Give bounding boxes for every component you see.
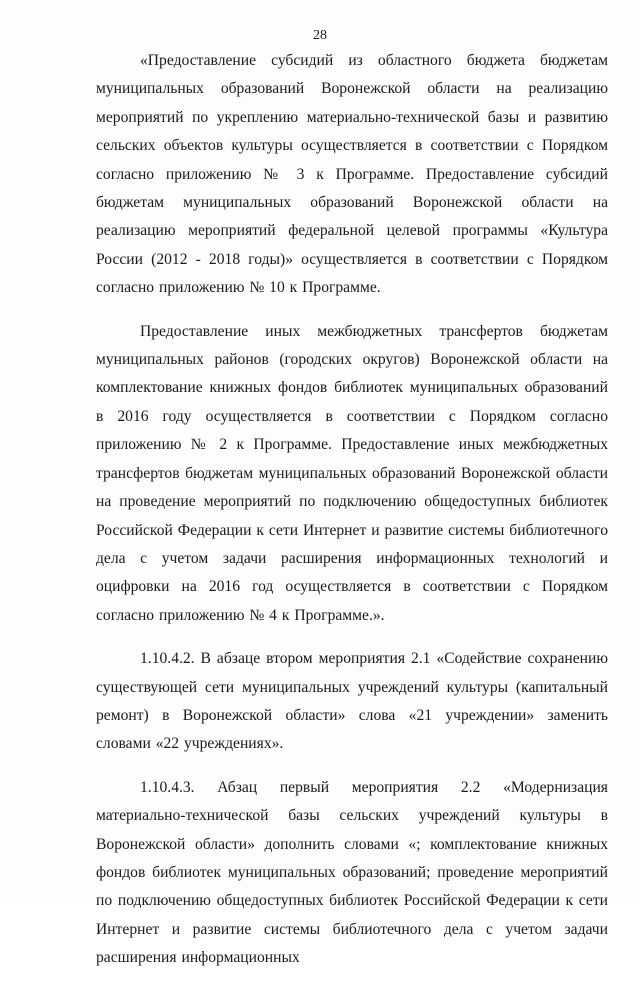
paragraph-subsidies-procedure: «Предоставление субсидий из областного бюджета бюджетам муниципальных образований Воронежской области на реализацию мероприятий по укреплению материально-технической базы и развитию сельских объектов культуры осуществляется в соответствии с Порядком согласно приложению № 3 к Программе. Предоставление субсидий бюджетам муниципальных образований Воронежской области на реализацию мероприятий федеральной целевой программы «Культура России (2012 - 2018 годы)» осуществляется в соответствии с Порядком согласно приложению № 10 к Программе. bbox=[96, 52, 608, 297]
paragraph-interbudget-transfers: Предоставление иных межбюджетных трансфертов бюджетам муниципальных районов (городских округов) Воронежской области на комплектование книжных фондов библиотек муниципальных образований в 2016 году осуществляется в соответствии с Порядком согласно приложению № 2 к Программе. Предоставление иных межбюджетных трансфертов бюджетам муниципальных образований Воронежской области на проведение мероприятий по подключению общедоступных библиотек Российской Федерации к сети Интернет и развитие системы библиотечного дела с учетом задачи расширения информационных технологий и оцифровки на 2016 год осуществляется в соответствии с Порядком согласно приложению № 4 к Программе.». bbox=[96, 322, 608, 624]
document-body bbox=[96, 47, 608, 988]
paragraph-amendment-1-10-4-2: 1.10.4.2. В абзаце втором мероприятия 2.1 «Содействие сохранению существующей сети муниципальных учреждений культуры (капитальный ремонт) в Воронежской области» слова «21 учреждении» заменить словами «22 учреждениях». bbox=[96, 650, 608, 753]
page-number: 28 bbox=[313, 28, 327, 43]
paragraph-amendment-1-10-4-3: 1.10.4.3. Абзац первый мероприятия 2.2 «Модернизация материально-технической базы сельских учреждений культуры в Воронежской области» дополнить словами «; комплектование книжных фондов библиотек муниципальных образований; проведение мероприятий по подключению общедоступных библиотек Российской Федерации к сети Интернет и развитие системы библиотечного дела с учетом задачи расширения информационных bbox=[96, 778, 608, 967]
